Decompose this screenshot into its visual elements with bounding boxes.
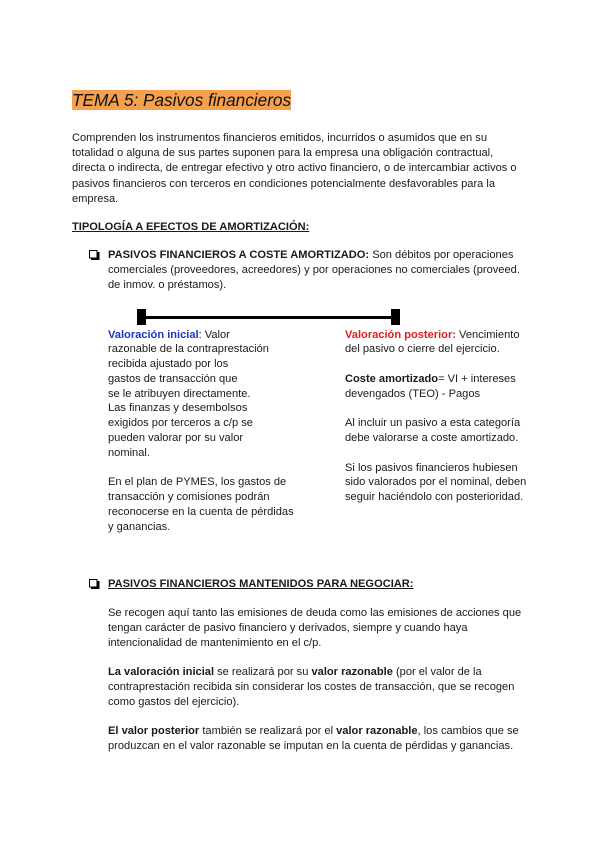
subsequent-text: también se realizará por el: [199, 724, 337, 737]
initial-line: [108, 665, 514, 680]
pymes-line: y ganancias.: [108, 520, 171, 533]
initial-text: (por el valor de la: [392, 665, 482, 678]
scope-line: Se recogen aquí tanto las emisiones de deuda como las emisiones de acciones que: [108, 606, 522, 619]
nominal-line: sido valorados por el nominal, deben: [345, 476, 527, 489]
subsequent-valuation-text: Vencimiento: [455, 328, 520, 341]
initial-line: contraprestación recibida sin considerar los costes de transacción, que se recogen: [108, 680, 515, 693]
initial-text: se realizará por su: [214, 665, 312, 678]
initial-valuation-column: [108, 328, 294, 535]
timeline-line: [143, 316, 395, 319]
initial-valuation-line: gastos de transacción que: [108, 372, 238, 385]
subsequent-valuation-column: [345, 328, 526, 506]
title-highlight: TEMA 5: Pasivos financieros: [72, 89, 292, 110]
initial-valuation-line: nominal.: [108, 446, 150, 459]
pymes-line: transacción y comisiones podrán: [108, 491, 270, 504]
formula-expression: = VI + intereses: [438, 372, 516, 385]
subsequent-valuation-line: del pasivo o cierre del ejercicio.: [345, 343, 500, 356]
paragraph-gap: [345, 401, 526, 416]
intro-line: totalidad o alguna de sus partes suponen para la empresa una obligación contractual,: [72, 147, 494, 160]
subsequent-valuation-label: Valoración posterior:: [345, 328, 456, 341]
amortized-cost-line: de inmov. o préstamos).: [108, 278, 227, 291]
held-for-trading-subsequent-valuation: [108, 724, 519, 754]
timeline-start-marker: [137, 309, 146, 325]
subsequent-line: [108, 724, 519, 739]
initial-valuation-line: pueden valorar por su valor: [108, 432, 244, 445]
scope-line: intencionalidad de mantenimiento en el c/p.: [108, 636, 322, 649]
formula-line: devengados (TEO) - Pagos: [345, 387, 481, 400]
intro-line: pasivos financieros con terceros en condiciones potencialmente desfavorables para la: [72, 177, 496, 190]
nominal-line: Si los pasivos financieros hubiesen: [345, 461, 518, 474]
initial-valuation-line: recibida ajustado por los: [108, 358, 229, 371]
page-title: [72, 90, 291, 110]
nominal-line: seguir haciéndolo con posterioridad.: [345, 491, 524, 504]
initial-term: La valoración inicial: [108, 665, 215, 678]
intro-line: Comprenden los instrumentos financieros emitidos, incurridos o asumidos que en su: [72, 132, 487, 144]
amortized-cost-line: [108, 248, 520, 263]
paragraph-gap: [108, 461, 294, 476]
scope-line: tengan carácter de pasivo financiero y derivados, siempre y cuando haya: [108, 621, 468, 634]
timeline-bar-icon: [137, 309, 401, 325]
amortized-cost-formula: [345, 372, 526, 387]
paragraph-gap: [345, 446, 526, 461]
intro-line: empresa.: [72, 192, 119, 205]
paragraph-gap: [345, 357, 526, 372]
initial-valuation-text: : Valor: [198, 328, 230, 341]
checkbox-bullet-icon: [89, 250, 100, 261]
amortized-cost-heading: PASIVOS FINANCIEROS A COSTE AMORTIZADO:: [108, 248, 370, 261]
fair-value-term: valor razonable: [311, 665, 393, 678]
subsequent-valuation-line: [345, 328, 526, 343]
checkbox-bullet-icon: [89, 579, 100, 590]
held-for-trading-scope: [108, 606, 521, 651]
typology-heading: TIPOLOGÍA A EFECTOS DE AMORTIZACIÓN:: [72, 221, 310, 233]
initial-valuation-line: Las finanzas y desembolsos: [108, 402, 248, 415]
subsequent-term: El valor posterior: [108, 724, 200, 737]
amortized-cost-item: [108, 248, 520, 293]
formula-label: Coste amortizado: [345, 372, 439, 385]
intro-paragraph: [72, 131, 517, 207]
fair-value-term: valor razonable: [336, 724, 418, 737]
initial-valuation-label: Valoración inicial: [108, 328, 199, 341]
intro-line: directa o indirecta, de entregar efectivo y otro activo financiero, o de intercambiar activos o: [72, 162, 517, 175]
initial-valuation-line: [108, 328, 294, 343]
timeline-end-marker: [391, 309, 400, 325]
pymes-line: En el plan de PYMES, los gastos de: [108, 476, 287, 489]
initial-valuation-line: exigidos por terceros a c/p se: [108, 417, 253, 430]
amortized-cost-line: comerciales (proveedores, acreedores) y por operaciones no comerciales (proveed.: [108, 263, 520, 276]
subsequent-text: , los cambios que se: [417, 724, 519, 737]
initial-valuation-line: razonable de la contraprestación: [108, 343, 269, 356]
held-for-trading-heading: PASIVOS FINANCIEROS MANTENIDOS PARA NEGOCIAR:: [108, 577, 414, 590]
category-line: Al incluir un pasivo a esta categoría: [345, 417, 521, 430]
initial-valuation-line: se le atribuyen directamente.: [108, 387, 251, 400]
held-for-trading-initial-valuation: [108, 665, 514, 710]
pymes-line: reconocerse en la cuenta de pérdidas: [108, 506, 294, 519]
amortized-cost-definition: Son débitos por operaciones: [369, 248, 514, 261]
initial-line: como gastos del ejercicio).: [108, 695, 240, 708]
subsequent-line: produzcan en el valor razonable se imputan en la cuenta de pérdidas y ganancias.: [108, 739, 514, 752]
category-line: debe valorarse a coste amortizado.: [345, 432, 519, 445]
